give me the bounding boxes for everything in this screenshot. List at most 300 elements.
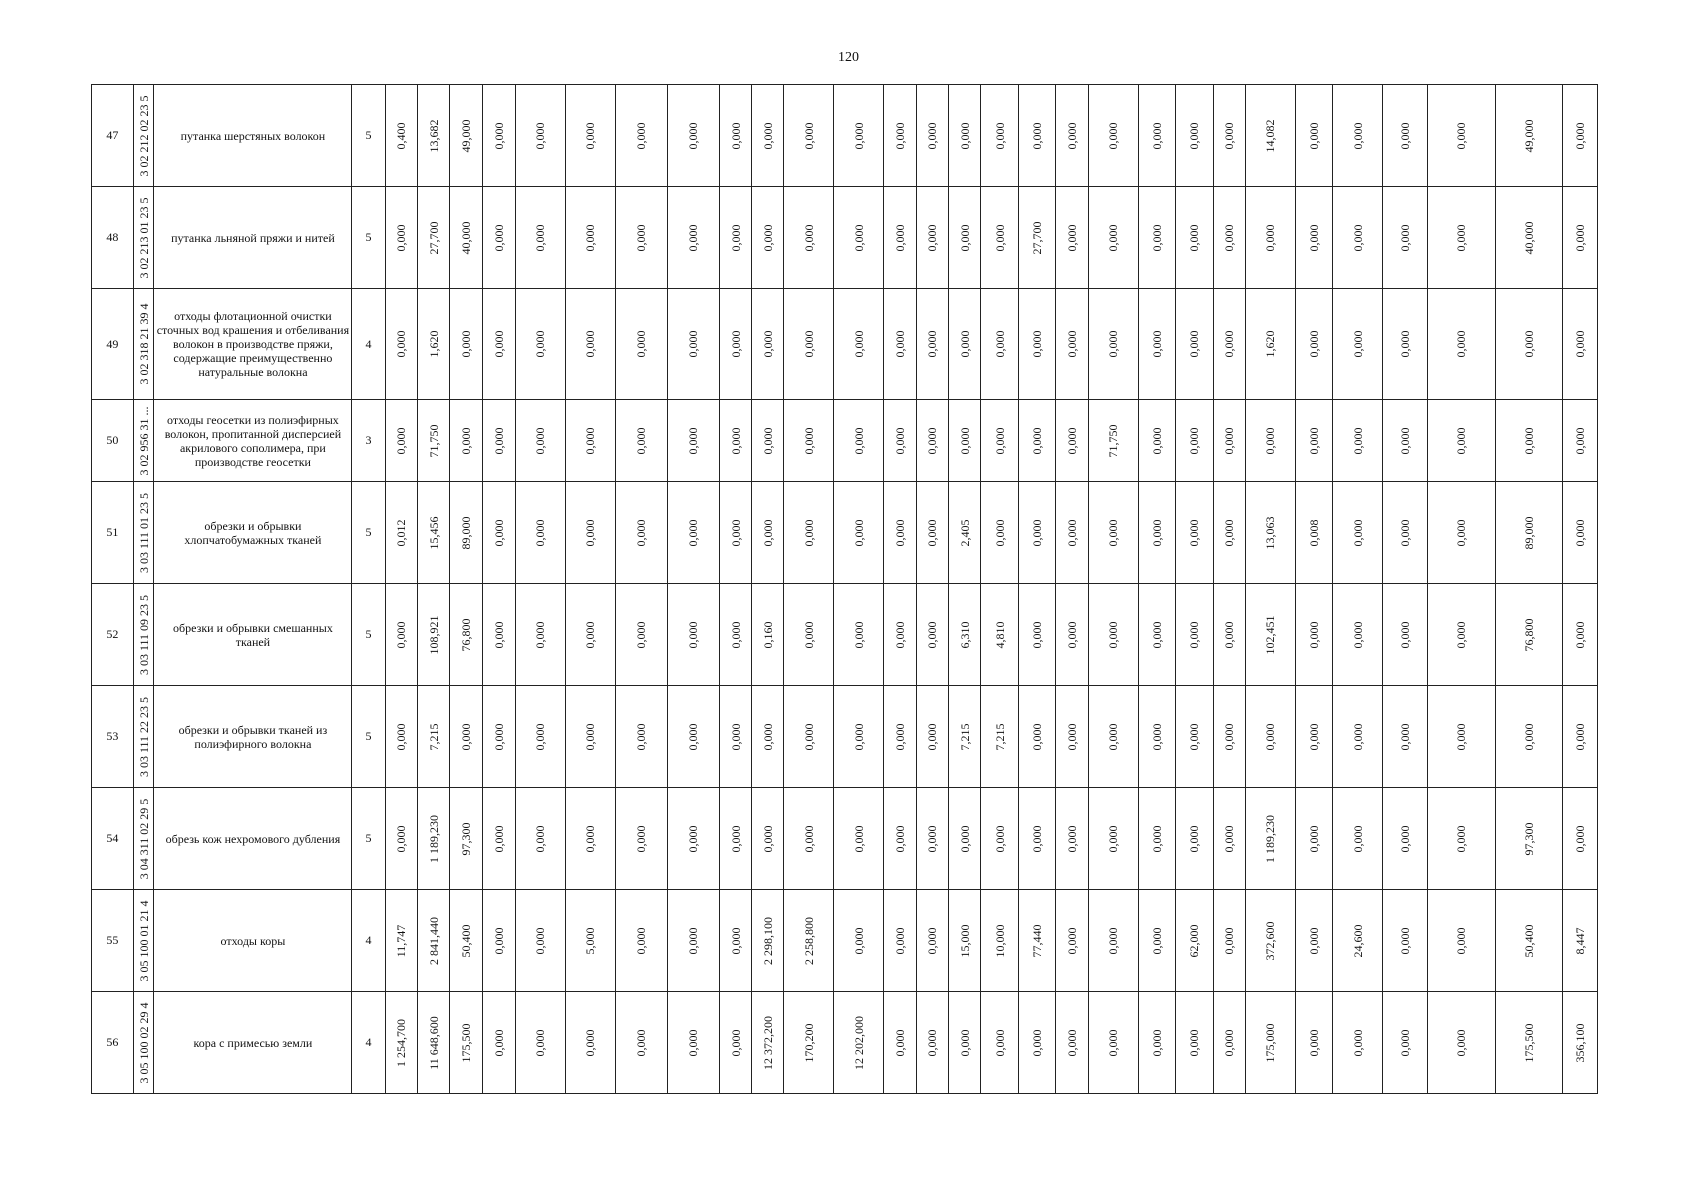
value-cell: 12 202,000 [834, 992, 884, 1094]
value-cell: 0,000 [719, 187, 751, 289]
value-cell: 0,000 [784, 85, 834, 187]
value-cell: 0,000 [1056, 686, 1088, 788]
value-cell: 0,000 [1018, 992, 1055, 1094]
value-cell: 0,000 [1383, 890, 1428, 992]
value-cell: 0,000 [667, 187, 719, 289]
value-cell: 0,000 [1213, 788, 1245, 890]
value-cell: 0,000 [949, 400, 981, 482]
value-cell: 0,000 [719, 890, 751, 992]
value-cell: 11,747 [385, 890, 417, 992]
value-cell: 7,215 [417, 686, 449, 788]
value-cell: 0,000 [1333, 584, 1383, 686]
value-cell: 0,000 [482, 788, 515, 890]
value-cell: 0,000 [667, 400, 719, 482]
value-cell: 0,000 [916, 400, 948, 482]
value-cell: 0,012 [385, 482, 417, 584]
value-cell: 0,000 [884, 890, 916, 992]
value-cell: 1 189,230 [417, 788, 449, 890]
hazard-class: 4 [352, 890, 385, 992]
value-cell: 15,456 [417, 482, 449, 584]
value-cell: 0,000 [385, 289, 417, 400]
value-cell: 0,000 [1056, 85, 1088, 187]
value-cell: 0,000 [1383, 584, 1428, 686]
row-number: 53 [92, 686, 134, 788]
value-cell: 0,000 [784, 788, 834, 890]
value-cell: 0,000 [1563, 187, 1598, 289]
value-cell: 0,000 [615, 289, 667, 400]
value-cell: 0,000 [1428, 400, 1496, 482]
value-cell: 0,000 [1428, 788, 1496, 890]
hazard-class: 5 [352, 686, 385, 788]
value-cell: 2,405 [949, 482, 981, 584]
value-cell: 0,000 [719, 686, 751, 788]
row-number: 48 [92, 187, 134, 289]
value-cell: 0,000 [1495, 400, 1563, 482]
value-cell: 0,000 [1088, 584, 1138, 686]
value-cell: 0,000 [515, 788, 565, 890]
value-cell: 27,700 [1018, 187, 1055, 289]
value-cell: 0,000 [1383, 686, 1428, 788]
value-cell: 49,000 [450, 85, 482, 187]
value-cell: 0,000 [981, 85, 1018, 187]
value-cell: 0,000 [1138, 482, 1175, 584]
value-cell: 0,000 [1088, 85, 1138, 187]
value-cell: 8,447 [1563, 890, 1598, 992]
value-cell: 0,000 [1213, 890, 1245, 992]
value-cell: 0,000 [515, 85, 565, 187]
value-cell: 5,000 [565, 890, 615, 992]
value-cell: 0,000 [1213, 584, 1245, 686]
value-cell: 0,000 [884, 686, 916, 788]
value-cell: 0,000 [884, 788, 916, 890]
table-row [92, 584, 1598, 686]
value-cell: 0,000 [719, 289, 751, 400]
value-cell: 0,000 [1295, 788, 1332, 890]
value-cell: 40,000 [450, 187, 482, 289]
value-cell: 0,000 [450, 400, 482, 482]
value-cell: 0,000 [667, 85, 719, 187]
waste-name: обрезки и обрывки хлопчатобумажных тканей [154, 482, 352, 584]
value-cell: 0,000 [949, 85, 981, 187]
value-cell: 0,000 [482, 289, 515, 400]
value-cell: 0,000 [834, 400, 884, 482]
value-cell: 0,000 [515, 289, 565, 400]
value-cell: 0,000 [615, 584, 667, 686]
value-cell: 0,000 [884, 400, 916, 482]
value-cell: 0,000 [884, 482, 916, 584]
value-cell: 0,000 [884, 992, 916, 1094]
value-cell: 0,000 [981, 788, 1018, 890]
value-cell: 0,000 [949, 992, 981, 1094]
value-cell: 0,000 [784, 289, 834, 400]
value-cell: 49,000 [1495, 85, 1563, 187]
value-cell: 0,000 [1018, 85, 1055, 187]
value-cell: 0,000 [667, 788, 719, 890]
value-cell: 0,000 [1213, 85, 1245, 187]
value-cell: 0,000 [482, 992, 515, 1094]
row-number: 51 [92, 482, 134, 584]
value-cell: 0,000 [1056, 584, 1088, 686]
value-cell: 356,100 [1563, 992, 1598, 1094]
table-row [92, 289, 1598, 400]
value-cell: 0,000 [1383, 788, 1428, 890]
value-cell: 0,000 [1176, 788, 1213, 890]
value-cell: 0,000 [1138, 788, 1175, 890]
row-number: 56 [92, 992, 134, 1094]
value-cell: 0,000 [667, 482, 719, 584]
value-cell: 0,000 [1176, 400, 1213, 482]
value-cell: 372,600 [1245, 890, 1295, 992]
value-cell: 0,000 [916, 788, 948, 890]
value-cell: 7,215 [981, 686, 1018, 788]
value-cell: 0,000 [1295, 289, 1332, 400]
value-cell: 0,000 [1563, 788, 1598, 890]
value-cell: 0,000 [1245, 187, 1295, 289]
value-cell: 71,750 [1088, 400, 1138, 482]
value-cell: 0,000 [1295, 686, 1332, 788]
value-cell: 0,000 [565, 85, 615, 187]
value-cell: 0,000 [1176, 584, 1213, 686]
row-number: 55 [92, 890, 134, 992]
value-cell: 0,000 [784, 686, 834, 788]
value-cell: 0,000 [615, 400, 667, 482]
value-cell: 0,000 [565, 686, 615, 788]
value-cell: 0,400 [385, 85, 417, 187]
hazard-class: 4 [352, 289, 385, 400]
table-row [92, 187, 1598, 289]
value-cell: 0,000 [1138, 992, 1175, 1094]
value-cell: 0,000 [1428, 482, 1496, 584]
value-cell: 0,000 [1333, 400, 1383, 482]
value-cell: 0,000 [1176, 686, 1213, 788]
value-cell: 0,000 [565, 289, 615, 400]
table-row [92, 992, 1598, 1094]
value-cell: 0,000 [884, 85, 916, 187]
value-cell: 0,000 [667, 289, 719, 400]
value-cell: 0,000 [916, 289, 948, 400]
hazard-class: 5 [352, 788, 385, 890]
value-cell: 0,000 [1138, 584, 1175, 686]
hazard-class: 5 [352, 85, 385, 187]
value-cell: 0,000 [834, 289, 884, 400]
value-cell: 0,000 [515, 482, 565, 584]
value-cell: 0,000 [916, 482, 948, 584]
value-cell: 0,000 [615, 992, 667, 1094]
waste-name: обрезки и обрывки тканей из полиэфирного волокна [154, 686, 352, 788]
value-cell: 0,000 [515, 584, 565, 686]
value-cell: 0,000 [667, 992, 719, 1094]
value-cell: 0,000 [565, 187, 615, 289]
value-cell: 0,000 [1056, 187, 1088, 289]
value-cell: 0,000 [615, 890, 667, 992]
value-cell: 0,000 [385, 584, 417, 686]
value-cell: 0,000 [1333, 85, 1383, 187]
value-cell: 0,000 [834, 85, 884, 187]
value-cell: 76,800 [450, 584, 482, 686]
value-cell: 0,000 [515, 890, 565, 992]
value-cell: 0,000 [949, 187, 981, 289]
value-cell: 1 254,700 [385, 992, 417, 1094]
value-cell: 0,000 [1056, 992, 1088, 1094]
table-row [92, 890, 1598, 992]
value-cell: 12 372,200 [752, 992, 784, 1094]
value-cell: 0,000 [565, 482, 615, 584]
value-cell: 0,000 [1563, 584, 1598, 686]
value-cell: 0,000 [1495, 289, 1563, 400]
value-cell: 76,800 [1495, 584, 1563, 686]
value-cell: 0,000 [1245, 400, 1295, 482]
table-row [92, 788, 1598, 890]
waste-code: 3 03 111 09 23 5 [133, 584, 154, 686]
value-cell: 2 298,100 [752, 890, 784, 992]
value-cell: 62,000 [1176, 890, 1213, 992]
value-cell: 0,000 [1088, 686, 1138, 788]
value-cell: 14,082 [1245, 85, 1295, 187]
value-cell: 0,000 [981, 400, 1018, 482]
value-cell: 0,000 [1213, 289, 1245, 400]
row-number: 52 [92, 584, 134, 686]
value-cell: 0,000 [1563, 400, 1598, 482]
value-cell: 0,000 [1056, 400, 1088, 482]
row-number: 47 [92, 85, 134, 187]
value-cell: 0,000 [667, 890, 719, 992]
value-cell: 0,000 [1138, 85, 1175, 187]
value-cell: 7,215 [949, 686, 981, 788]
value-cell: 0,000 [1245, 686, 1295, 788]
page-number: 120 [838, 50, 859, 65]
row-number: 50 [92, 400, 134, 482]
value-cell: 0,000 [565, 584, 615, 686]
value-cell: 0,000 [784, 400, 834, 482]
value-cell: 0,000 [615, 686, 667, 788]
value-cell: 0,000 [1176, 187, 1213, 289]
value-cell: 0,000 [1428, 686, 1496, 788]
value-cell: 0,000 [482, 686, 515, 788]
value-cell: 0,000 [1333, 187, 1383, 289]
value-cell: 0,000 [385, 788, 417, 890]
value-cell: 0,000 [1088, 788, 1138, 890]
value-cell: 0,000 [784, 584, 834, 686]
value-cell: 0,000 [1018, 686, 1055, 788]
value-cell: 0,000 [615, 482, 667, 584]
waste-name: отходы коры [154, 890, 352, 992]
value-cell: 0,000 [752, 187, 784, 289]
value-cell: 0,000 [482, 584, 515, 686]
value-cell: 0,000 [916, 187, 948, 289]
value-cell: 0,000 [1176, 289, 1213, 400]
value-cell: 0,000 [1018, 482, 1055, 584]
value-cell: 0,000 [515, 992, 565, 1094]
value-cell: 0,000 [482, 400, 515, 482]
waste-name: путанка шерстяных волокон [154, 85, 352, 187]
value-cell: 0,000 [1018, 400, 1055, 482]
hazard-class: 5 [352, 584, 385, 686]
value-cell: 0,000 [1563, 85, 1598, 187]
waste-name: обрезь кож нехромового дубления [154, 788, 352, 890]
value-cell: 0,000 [515, 400, 565, 482]
waste-name: путанка льняной пряжи и нитей [154, 187, 352, 289]
value-cell: 4,810 [981, 584, 1018, 686]
value-cell: 1,620 [417, 289, 449, 400]
value-cell: 0,000 [981, 482, 1018, 584]
value-cell: 0,000 [719, 584, 751, 686]
value-cell: 0,000 [752, 686, 784, 788]
value-cell: 0,000 [1088, 187, 1138, 289]
value-cell: 0,000 [916, 85, 948, 187]
value-cell: 0,000 [834, 187, 884, 289]
waste-name: обрезки и обрывки смешанных тканей [154, 584, 352, 686]
value-cell: 0,000 [834, 788, 884, 890]
value-cell: 0,000 [949, 788, 981, 890]
waste-table [91, 84, 1598, 1094]
value-cell: 0,000 [916, 992, 948, 1094]
value-cell: 10,000 [981, 890, 1018, 992]
table-row [92, 400, 1598, 482]
value-cell: 0,000 [719, 482, 751, 584]
value-cell: 170,200 [784, 992, 834, 1094]
waste-code: 3 03 111 22 23 5 [133, 686, 154, 788]
value-cell: 0,000 [565, 788, 615, 890]
value-cell: 1 189,230 [1245, 788, 1295, 890]
value-cell: 0,000 [1056, 890, 1088, 992]
value-cell: 97,300 [450, 788, 482, 890]
value-cell: 0,000 [916, 584, 948, 686]
value-cell: 0,000 [1333, 289, 1383, 400]
value-cell: 6,310 [949, 584, 981, 686]
value-cell: 0,000 [1018, 289, 1055, 400]
waste-name: отходы геосетки из полиэфирных волокон, пропитанной дисперсией акрилового сополимера, при производстве геосетки [154, 400, 352, 482]
value-cell: 0,000 [834, 584, 884, 686]
value-cell: 2 841,440 [417, 890, 449, 992]
value-cell: 0,000 [385, 187, 417, 289]
value-cell: 0,000 [784, 482, 834, 584]
value-cell: 1,620 [1245, 289, 1295, 400]
value-cell: 0,000 [1138, 289, 1175, 400]
value-cell: 0,000 [1088, 289, 1138, 400]
value-cell: 0,000 [981, 992, 1018, 1094]
value-cell: 0,000 [385, 686, 417, 788]
value-cell: 0,000 [1333, 686, 1383, 788]
waste-code: 3 03 111 01 23 5 [133, 482, 154, 584]
waste-code: 3 05 100 01 21 4 [133, 890, 154, 992]
value-cell: 40,000 [1495, 187, 1563, 289]
value-cell: 0,000 [981, 187, 1018, 289]
value-cell: 0,000 [565, 400, 615, 482]
value-cell: 97,300 [1495, 788, 1563, 890]
value-cell: 0,000 [949, 289, 981, 400]
value-cell: 0,000 [1563, 482, 1598, 584]
value-cell: 89,000 [1495, 482, 1563, 584]
value-cell: 0,000 [884, 289, 916, 400]
value-cell: 0,000 [667, 584, 719, 686]
value-cell: 0,000 [752, 788, 784, 890]
value-cell: 0,000 [515, 686, 565, 788]
value-cell: 0,000 [884, 584, 916, 686]
value-cell: 0,000 [1295, 85, 1332, 187]
value-cell: 0,000 [752, 85, 784, 187]
table-row [92, 686, 1598, 788]
value-cell: 0,000 [1383, 289, 1428, 400]
value-cell: 0,000 [615, 85, 667, 187]
value-cell: 0,000 [1563, 686, 1598, 788]
value-cell: 0,000 [1056, 289, 1088, 400]
value-cell: 0,000 [1563, 289, 1598, 400]
value-cell: 0,000 [834, 482, 884, 584]
value-cell: 0,000 [1213, 187, 1245, 289]
waste-code: 3 02 213 01 23 5 [133, 187, 154, 289]
value-cell: 0,000 [719, 400, 751, 482]
value-cell: 175,500 [450, 992, 482, 1094]
value-cell: 11 648,600 [417, 992, 449, 1094]
value-cell: 0,000 [884, 187, 916, 289]
value-cell: 50,400 [1495, 890, 1563, 992]
value-cell: 0,000 [450, 686, 482, 788]
value-cell: 0,000 [916, 686, 948, 788]
value-cell: 175,500 [1495, 992, 1563, 1094]
hazard-class: 5 [352, 482, 385, 584]
value-cell: 102,451 [1245, 584, 1295, 686]
value-cell: 0,000 [1428, 992, 1496, 1094]
value-cell: 27,700 [417, 187, 449, 289]
value-cell: 0,000 [565, 992, 615, 1094]
value-cell: 0,000 [834, 890, 884, 992]
value-cell: 0,000 [1295, 187, 1332, 289]
table-row [92, 482, 1598, 584]
value-cell: 0,000 [1138, 187, 1175, 289]
value-cell: 0,000 [719, 85, 751, 187]
waste-code: 3 02 212 02 23 5 [133, 85, 154, 187]
value-cell: 0,000 [1428, 289, 1496, 400]
value-cell: 50,400 [450, 890, 482, 992]
value-cell: 0,000 [1383, 187, 1428, 289]
value-cell: 71,750 [417, 400, 449, 482]
value-cell: 0,000 [385, 400, 417, 482]
hazard-class: 5 [352, 187, 385, 289]
value-cell: 0,000 [1213, 992, 1245, 1094]
row-number: 49 [92, 289, 134, 400]
value-cell: 0,000 [1138, 686, 1175, 788]
value-cell: 0,000 [1295, 400, 1332, 482]
value-cell: 0,000 [1428, 584, 1496, 686]
value-cell: 0,000 [981, 289, 1018, 400]
value-cell: 0,000 [1213, 400, 1245, 482]
value-cell: 0,000 [834, 686, 884, 788]
value-cell: 77,440 [1018, 890, 1055, 992]
value-cell: 0,000 [1176, 482, 1213, 584]
value-cell: 0,000 [450, 289, 482, 400]
value-cell: 0,000 [1295, 890, 1332, 992]
value-cell: 0,000 [1056, 788, 1088, 890]
value-cell: 0,000 [482, 85, 515, 187]
value-cell: 0,000 [784, 187, 834, 289]
value-cell: 0,000 [1213, 482, 1245, 584]
value-cell: 0,000 [1333, 788, 1383, 890]
value-cell: 0,000 [1018, 788, 1055, 890]
table-row [92, 85, 1598, 187]
value-cell: 0,000 [1056, 482, 1088, 584]
value-cell: 0,000 [1088, 482, 1138, 584]
value-cell: 0,000 [752, 400, 784, 482]
value-cell: 0,008 [1295, 482, 1332, 584]
value-cell: 0,000 [482, 482, 515, 584]
value-cell: 0,000 [1383, 482, 1428, 584]
value-cell: 0,160 [752, 584, 784, 686]
value-cell: 0,000 [1213, 686, 1245, 788]
value-cell: 0,000 [1176, 992, 1213, 1094]
value-cell: 13,063 [1245, 482, 1295, 584]
value-cell: 0,000 [752, 289, 784, 400]
value-cell: 15,000 [949, 890, 981, 992]
